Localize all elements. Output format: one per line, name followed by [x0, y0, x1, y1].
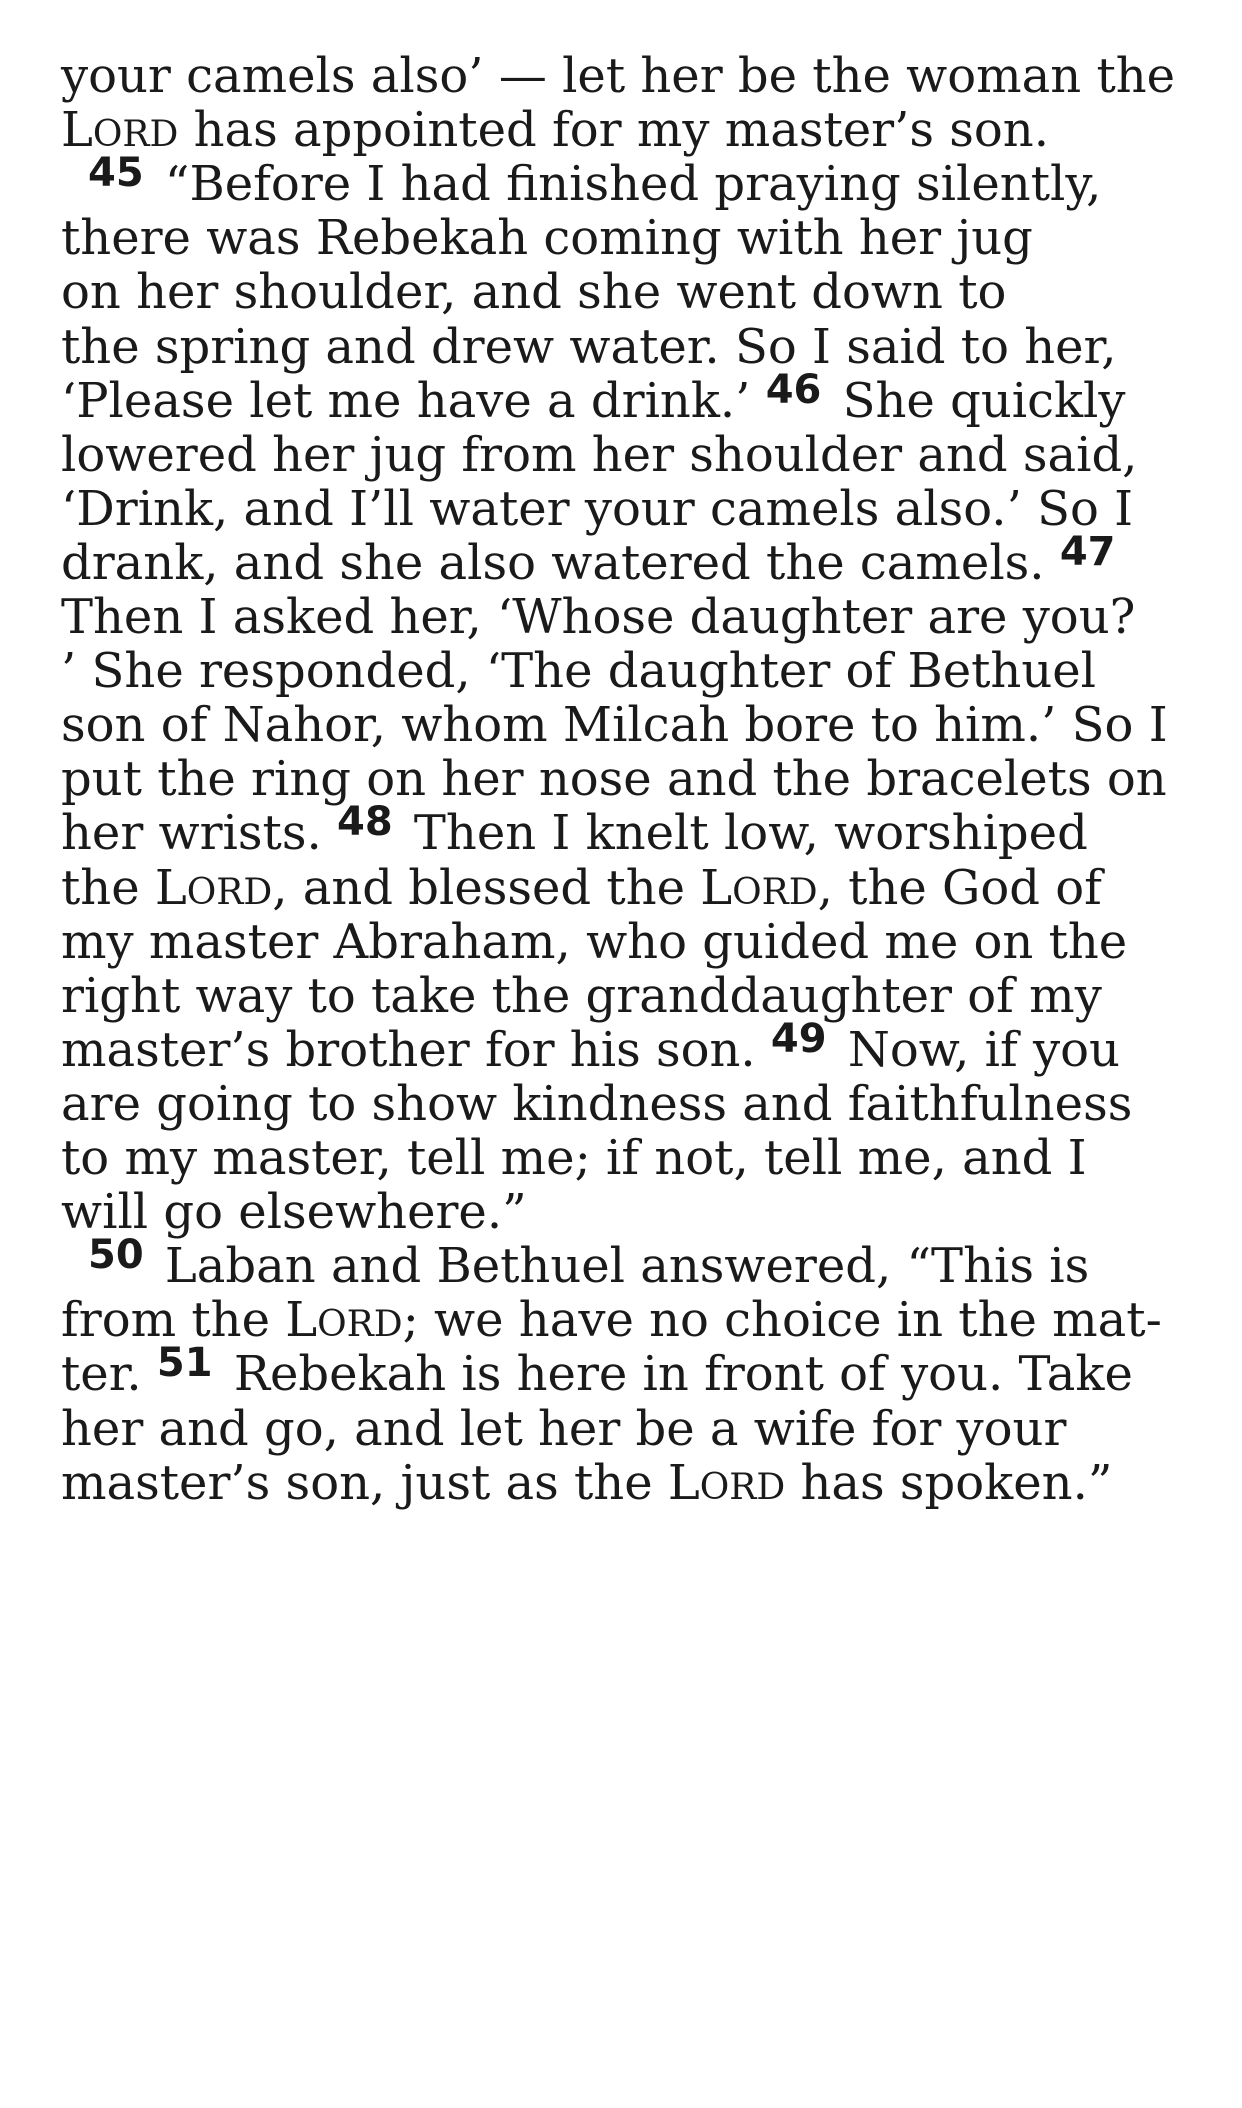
text-line	[61, 913, 1128, 970]
verse-text: master’s son, just as the	[61, 1454, 668, 1511]
verse-text: Then I knelt low, worshiped	[398, 805, 1088, 862]
divine-name-initial: L	[667, 1454, 700, 1511]
text-line	[61, 1340, 1133, 1403]
verse-text: , the God of	[817, 859, 1102, 916]
verse-text: to my master, tell me; if not, tell me, and I	[61, 1130, 1087, 1186]
verse-text: Rebekah is here in front of you. Take	[218, 1346, 1133, 1403]
verse-text: there was Rebekah coming with her jug	[61, 210, 1033, 267]
text-line	[61, 1130, 1087, 1186]
verse-number: 50	[88, 1232, 144, 1279]
verse-text: Laban and Bethuel answered, “This is	[149, 1238, 1090, 1295]
verse-text: Now, if you	[832, 1021, 1120, 1078]
text-line	[61, 366, 1126, 429]
verse-text: put the ring on her nose and the bracelets on	[61, 751, 1167, 808]
verse-number: 46	[765, 366, 822, 413]
text-line	[61, 318, 1117, 375]
text-line	[88, 150, 1102, 213]
divine-name-smallcaps: ORD	[732, 871, 818, 913]
text-line	[61, 1454, 1113, 1511]
verse-text: her wrists.	[61, 805, 337, 862]
divine-name-initial: L	[700, 859, 733, 916]
verse-text: from the	[61, 1292, 286, 1349]
verse-text: Then I asked her, ‘Whose daughter are you?	[61, 589, 1136, 645]
divine-name-smallcaps: ORD	[699, 1466, 786, 1508]
verse-text: your camels also’ — let her be the woman the	[61, 48, 1176, 104]
verse-number: 48	[336, 799, 393, 846]
verse-text: ’ She responded, ‘The daughter of Bethuel	[61, 643, 1096, 700]
text-line	[61, 480, 1134, 537]
text-line	[61, 589, 1136, 645]
divine-name-smallcaps: ORD	[92, 114, 179, 156]
text-line	[61, 1075, 1133, 1132]
text-line	[61, 102, 1049, 159]
verse-text: right way to take the granddaughter of my	[61, 967, 1102, 1024]
text-line	[61, 643, 1096, 700]
text-line	[61, 528, 1121, 591]
divine-name-smallcaps: ORD	[317, 1304, 403, 1346]
verse-text: the spring and drew water. So I said to her,	[61, 318, 1117, 375]
verse-text: will go elsewhere.”	[61, 1184, 527, 1241]
verse-number: 45	[88, 150, 144, 197]
verse-text: ter.	[61, 1346, 157, 1403]
verse-text: ‘Drink, and I’ll water your camels also.’ So I	[61, 480, 1134, 537]
text-line	[61, 1184, 527, 1241]
text-line	[61, 799, 1088, 862]
verse-number: 49	[770, 1015, 827, 1062]
text-line	[61, 1015, 1120, 1078]
verse-text: the	[61, 859, 155, 916]
verse-text: lowered her jug from her shoulder and said,	[61, 426, 1138, 483]
text-line	[61, 1400, 1067, 1457]
divine-name-initial: L	[61, 102, 93, 159]
verse-text: her and go, and let her be a wife for your	[61, 1400, 1067, 1457]
verse-number: 51	[156, 1340, 213, 1387]
text-line	[61, 210, 1033, 267]
text-line	[61, 751, 1167, 808]
divine-name-initial: L	[154, 859, 187, 916]
verse-text: ‘Please let me have a drink.’	[61, 372, 766, 429]
verse-text: are going to show kindness and faithfulness	[61, 1075, 1133, 1132]
verse-text: on her shoulder, and she went down to	[61, 264, 1007, 321]
text-line	[61, 48, 1176, 104]
verse-text: my master Abraham, who guided me on the	[61, 913, 1128, 970]
verse-text: She quickly	[827, 372, 1126, 429]
verse-text: drank, and she also watered the camels.	[61, 534, 1060, 591]
verse-text: “Before I had finished praying silently,	[149, 156, 1102, 213]
text-line	[61, 859, 1102, 916]
verse-text: son of Nahor, whom Milcah bore to him.’ So I	[61, 697, 1168, 754]
text-line	[88, 1232, 1090, 1295]
text-line	[61, 426, 1138, 483]
verse-text: has appointed for my master’s son.	[178, 102, 1049, 159]
text-line	[61, 1292, 1162, 1349]
verse-text: , and blessed the	[272, 859, 701, 916]
verse-text: ; we have no choice in the mat-	[402, 1292, 1162, 1349]
divine-name-smallcaps: ORD	[186, 871, 273, 913]
divine-name-initial: L	[285, 1292, 318, 1349]
text-line	[61, 264, 1007, 321]
text-line	[61, 967, 1102, 1024]
verse-number: 47	[1059, 528, 1116, 575]
text-line	[61, 697, 1168, 754]
verse-text: has spoken.”	[785, 1454, 1113, 1511]
verse-text: master’s brother for his son.	[61, 1021, 771, 1078]
